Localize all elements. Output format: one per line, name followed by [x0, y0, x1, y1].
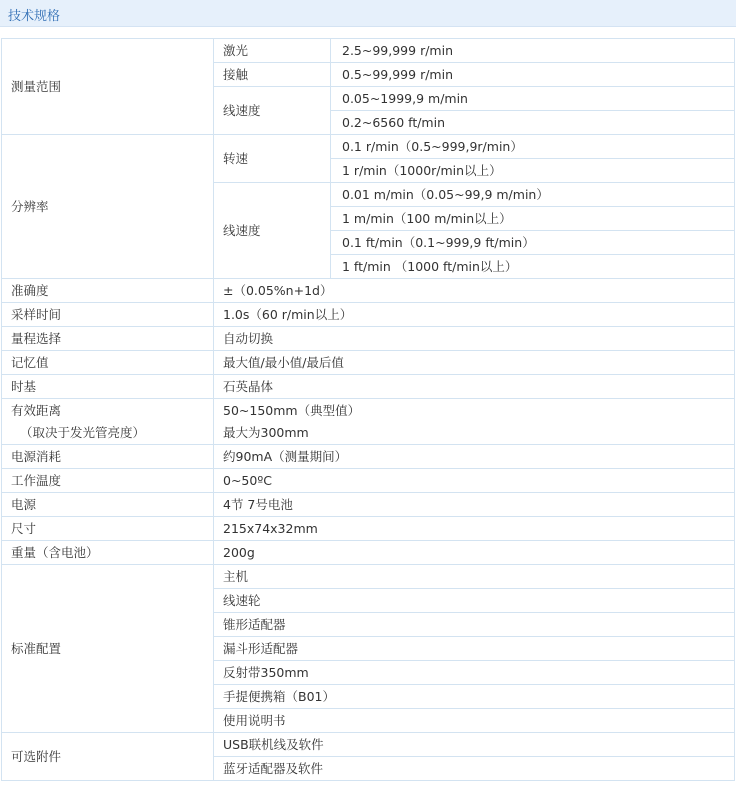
- row-label: 电源: [2, 493, 214, 517]
- row-label: 分辨率: [2, 135, 214, 279]
- row-label: [2, 399, 214, 445]
- cell-value: 0~50ºC: [214, 469, 735, 493]
- row-label: 可选附件: [2, 733, 214, 781]
- cell-value: 0.05~1999,9 m/min: [331, 87, 735, 111]
- row-label: 电源消耗: [2, 445, 214, 469]
- list-item: 漏斗形适配器: [214, 637, 735, 661]
- section-header: [0, 0, 736, 27]
- cell-value: [214, 399, 735, 445]
- list-item: USB联机线及软件: [214, 733, 735, 757]
- row-label: 尺寸: [2, 517, 214, 541]
- list-item: 线速轮: [214, 589, 735, 613]
- table-row: [2, 517, 735, 541]
- spec-table: [1, 38, 735, 781]
- cell-value: 4节 7号电池: [214, 493, 735, 517]
- sub-label: 线速度: [214, 183, 331, 279]
- table-row: [2, 303, 735, 327]
- table-row: [2, 733, 735, 757]
- section-title: 技术规格: [8, 9, 61, 24]
- cell-value: 0.01 m/min（0.05~99,9 m/min）: [331, 183, 735, 207]
- cell-value: 0.5~99,999 r/min: [331, 63, 735, 87]
- list-item: 主机: [214, 565, 735, 589]
- cell-value-line: 50~150mm（典型值）: [223, 402, 361, 418]
- row-label: 采样时间: [2, 303, 214, 327]
- cell-value: 200g: [214, 541, 735, 565]
- table-row: [2, 39, 735, 63]
- cell-value: 0.2~6560 ft/min: [331, 111, 735, 135]
- table-row: [2, 445, 735, 469]
- cell-value: 0.1 ft/min（0.1~999,9 ft/min）: [331, 231, 735, 255]
- table-row: [2, 565, 735, 589]
- table-row: [2, 375, 735, 399]
- table-row: [2, 279, 735, 303]
- cell-value: ±（0.05%n+1d）: [214, 279, 735, 303]
- cell-value: 最大值/最小值/最后值: [214, 351, 735, 375]
- sub-label: 转速: [214, 135, 331, 183]
- row-label: 工作温度: [2, 469, 214, 493]
- row-label: 时基: [2, 375, 214, 399]
- table-row: [2, 399, 735, 445]
- cell-value: 2.5~99,999 r/min: [331, 39, 735, 63]
- table-row: [2, 327, 735, 351]
- row-label: 准确度: [2, 279, 214, 303]
- cell-value: 215x74x32mm: [214, 517, 735, 541]
- row-label: 重量（含电池）: [2, 541, 214, 565]
- table-row: [2, 541, 735, 565]
- sub-label: 激光: [214, 39, 331, 63]
- row-label: 量程选择: [2, 327, 214, 351]
- sub-label: 接触: [214, 63, 331, 87]
- row-label: 标准配置: [2, 565, 214, 733]
- cell-value: 0.1 r/min（0.5~999,9r/min）: [331, 135, 735, 159]
- cell-value: 1 m/min（100 m/min以上）: [331, 207, 735, 231]
- cell-value: 1.0s（60 r/min以上）: [214, 303, 735, 327]
- list-item: 手提便携箱（B01）: [214, 685, 735, 709]
- list-item: 反射带350mm: [214, 661, 735, 685]
- row-label-line: 有效距离: [11, 402, 62, 418]
- row-label-note: （取决于发光管亮度）: [20, 424, 146, 440]
- table-row: [2, 469, 735, 493]
- list-item: 锥形适配器: [214, 613, 735, 637]
- cell-value-line: 最大为300mm: [223, 424, 309, 440]
- list-item: 蓝牙适配器及软件: [214, 757, 735, 781]
- row-label: 记忆值: [2, 351, 214, 375]
- cell-value: 石英晶体: [214, 375, 735, 399]
- cell-value: 1 r/min（1000r/min以上）: [331, 159, 735, 183]
- cell-value: 约90mA（测量期间）: [214, 445, 735, 469]
- table-row: [2, 351, 735, 375]
- cell-value: 1 ft/min （1000 ft/min以上）: [331, 255, 735, 279]
- table-row: [2, 493, 735, 517]
- sub-label: 线速度: [214, 87, 331, 135]
- row-label: 测量范围: [2, 39, 214, 135]
- table-row: [2, 135, 735, 159]
- cell-value: 自动切换: [214, 327, 735, 351]
- list-item: 使用说明书: [214, 709, 735, 733]
